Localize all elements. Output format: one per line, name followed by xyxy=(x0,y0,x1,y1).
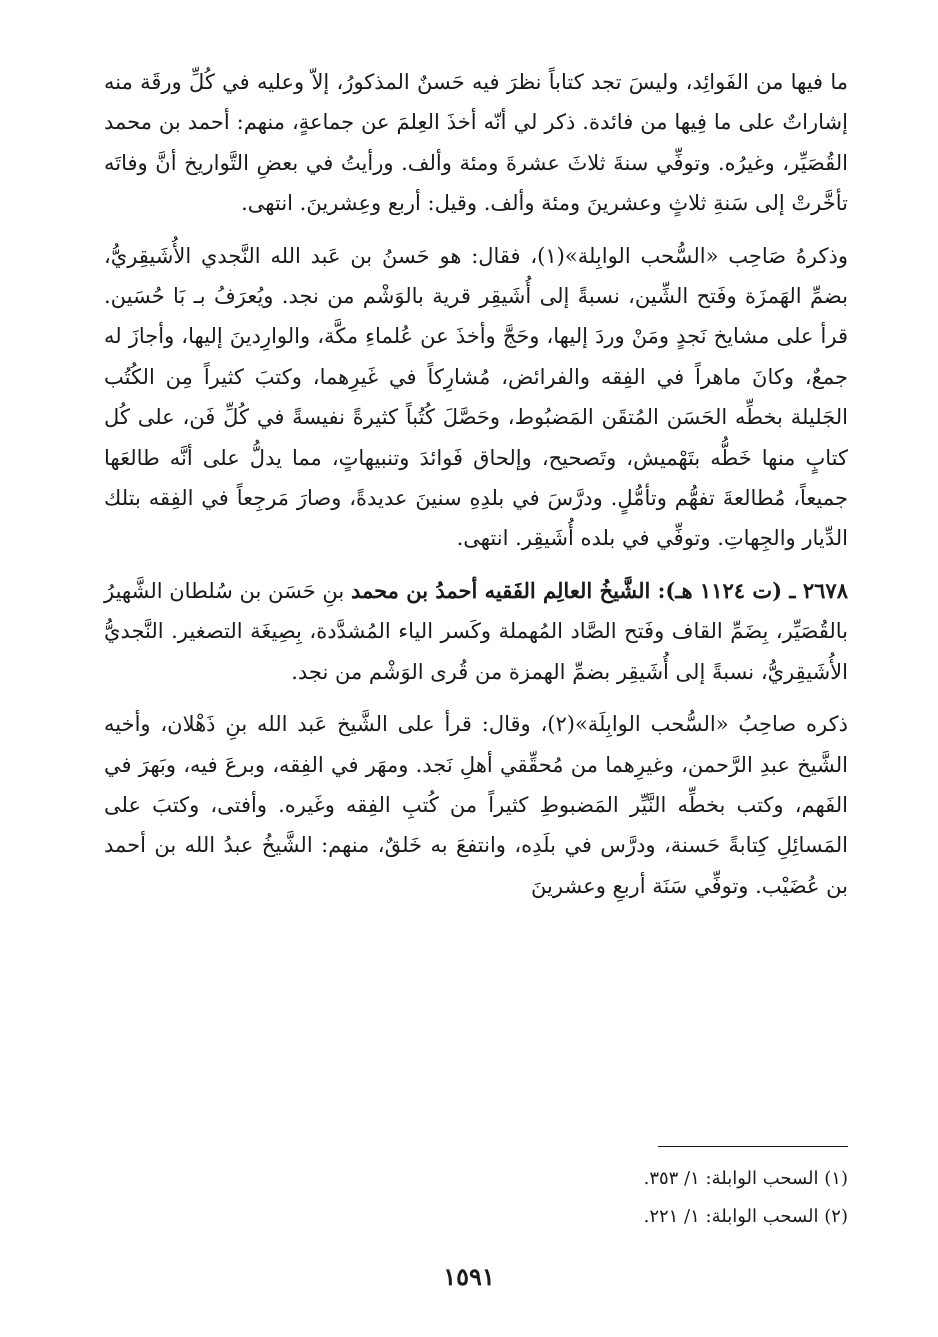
body-text xyxy=(104,62,848,906)
paragraph-continuation: ما فيها من الفَوائِد، وليسَ تجد كتاباً نظرَ فيه حَسنٌ المذكورُ، إلاّ وعليه في كُلِّ ورقَة منه إشاراتٌ على ما فِيها من فائدة. ذكر لي أنّه أخذَ العِلمَ عن جماعةٍ، منهم: أحمد بن محمد القُصَيِّر، وغيرُه. وتوفِّي سنةَ ثلاثَ عشرةَ ومئة وألف. ورأيتُ في بعضِ التَّواريخ أنَّ وفاتَه تأخَّرتْ إلى سَنةِ ثلاثٍ وعشرينَ ومئة وألف. وقيل: أربع وعِشرينَ. انتهى. xyxy=(104,70,848,216)
paragraph-citation-ahmad: ذكره صاحِبُ «السُّحب الوابِلَة»(٢)، وقال: قرأ على الشَّيخ عَبد الله بنِ ذَهْلان، وأخيه الشَّيخ عبدِ الرَّحمن، وغيرِهما من مُحقِّقي أهلِ نَجد. ومهَر في الفِقه، وبرعَ فيه، وبَهرَ في الفَهم، وكتب بخطِّه النَّيِّر المَضبوطِ كثيراً من كُتبِ الفِقه وغَيره. وأفتى، وكتبَ على المَسائِلِ كِتابةً حَسنة، ودرَّس في بلَدِه، وانتفعَ به خَلقٌ، منهم: الشَّيخُ عبدُ الله بن أحمد بن عُضَيْب. وتوفِّي سَنَة أربعِ وعشرينَ xyxy=(104,712,848,898)
paragraph-citation-hasan: وذكرهُ صَاحِب «السُّحب الوابِلة»(١)، فقال: هو حَسنُ بن عَبد الله النَّجدي الأُشَيقِريُّ، بضمِّ الهَمزَة وفَتح الشِّين، نسبةً إلى أُشَيقِر قرية بالوَشْم من نجد. ويُعرَفُ بـ بَا حُسَين. قرأ على مشايخ نَجدٍ ومَنْ وردَ إليها، وحَجَّ وأخذَ عن عُلماءِ مكَّة، والوارِدينَ إليها، وأجازَ له جمعٌ، وكانَ ماهراً في الفِقه والفرائض، مُشارِكاً في غَيرِهما، وكتبَ كثيراً مِن الكُتُب الجَليلة بخطِّه الحَسَن المُتقَن المَضبُوط، وحَصَّلَ كُتُباً كثيرةً نفيسةً في كُلِّ فَن، على كُل كتابٍ منها خَطُّه بتَهْميش، وتَصحيح، وإلحاق فَوائدَ وتنبيهاتٍ، مما يدلُّ على أنَّه طالعَها جميعاً، مُطالعةَ تفهُّم وتأمُّلٍ. ودرَّسَ في بلدِهِ سنينَ عديدةً، وصارَ مَرجِعاً في الفِقه بتلك الدِّيار والجِهاتِ. وتوفِّي في بلده أُشَيقِر. انتهى. xyxy=(104,243,848,551)
footnotes xyxy=(104,1160,848,1236)
footnote-2: (٢) السحب الوابلة: ١/ ٢٢١. xyxy=(643,1206,848,1227)
footnote-1: (١) السحب الوابلة: ١/ ٣٥٣. xyxy=(643,1168,848,1189)
entry-heading: ٢٦٧٨ ـ (ت ١١٢٤ هـ): الشَّيخُ العالِم الفَقيه أحمدُ بن محمد xyxy=(350,577,848,603)
paragraph-entry-2678 xyxy=(104,571,848,692)
paragraph-spacer xyxy=(104,224,848,236)
page-number: ١٥٩١ xyxy=(443,1262,495,1291)
entry-heading-continuation: بنِ حَسَن بن سُلطان الشَّهيرُ بالقُصَيِّر، بِضَمِّ القاف وفَتح الصَّاد المُهملة وكَسر الياء المُشدَّدة، بِصِيغَة التصغير. النَّجديُّ الأُشَيقِريُّ، نسبةً إلى أُشَيقِر بضمِّ الهمزة من قُرى الوَشْم من نجد. xyxy=(104,578,848,684)
paragraph-spacer xyxy=(104,692,848,704)
paragraph-spacer xyxy=(104,559,848,571)
footnote-separator xyxy=(658,1146,848,1147)
